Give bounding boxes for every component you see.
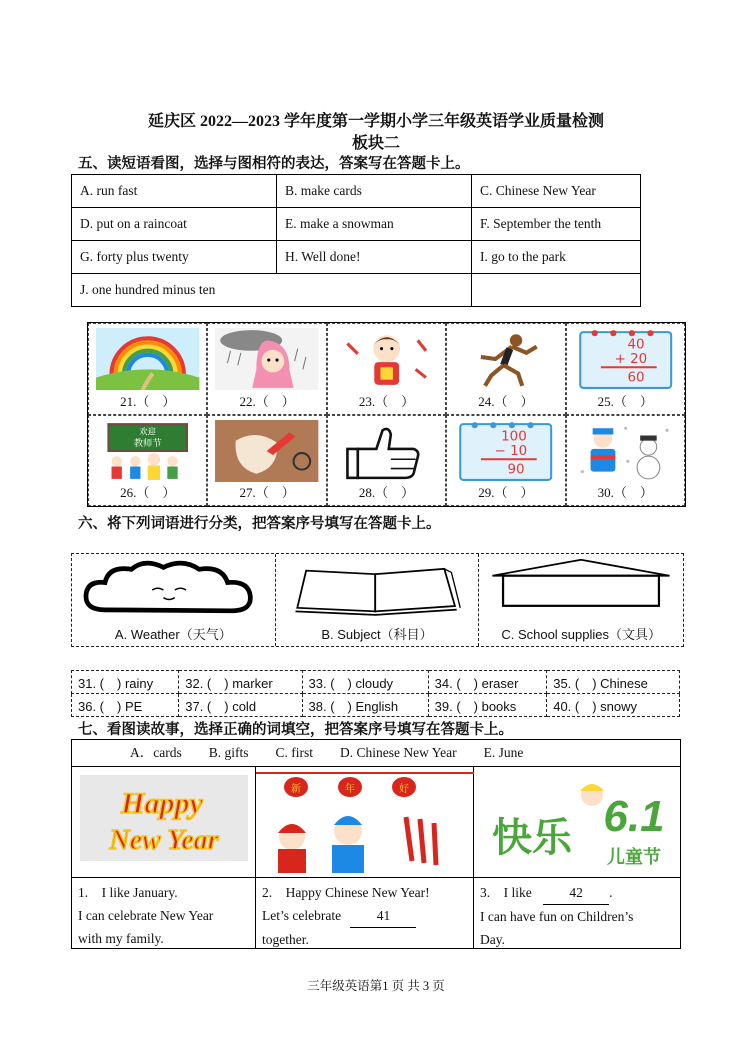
runner-icon — [453, 328, 558, 390]
story-image-1 — [72, 767, 256, 882]
story-text-1 — [72, 878, 256, 948]
snowman-icon — [573, 420, 678, 482]
calc-add-line3: 60 — [627, 370, 645, 386]
blank-42[interactable]: 42 — [543, 881, 609, 905]
option-f: F. September the tenth — [472, 208, 641, 241]
board-text-1: 欢迎 — [139, 426, 156, 436]
picture-label-29: 29.（ ） — [478, 485, 534, 500]
calc-sub-line2: − 10 — [494, 443, 528, 459]
making-cards-icon — [214, 420, 319, 482]
story2-pre: Let’s celebrate — [262, 908, 342, 923]
six-one-text: 6.1 — [603, 792, 665, 841]
option-g: G. forty plus twenty — [72, 241, 277, 274]
story1-line1: 1. I like January. — [78, 885, 178, 900]
category-label-b: B. Subject（科目） — [321, 627, 433, 642]
calendar-addition-icon — [573, 328, 678, 390]
story3-post: . — [609, 885, 613, 900]
picture-cell-26 — [88, 415, 207, 507]
calc-sub-line1: 100 — [501, 429, 527, 445]
story1-line2: I can celebrate New Year — [78, 908, 214, 923]
picture-cell-30 — [566, 415, 685, 507]
board-text-2: 教师节 — [133, 438, 162, 449]
raincoat-girl-icon — [214, 328, 319, 390]
story2-line1: 2. Happy Chinese New Year! — [262, 885, 430, 900]
word-choices: A．cards B. gifts C. first D. Chinese New Year E. June — [72, 740, 680, 767]
option-d: D. put on a raincoat — [72, 208, 277, 241]
story-image-3 — [474, 767, 680, 882]
category-label-c: C. School supplies（文具） — [501, 627, 661, 642]
picture-cell-27 — [207, 415, 326, 507]
childrens-day-icon — [474, 767, 680, 877]
story2-line3: together. — [262, 932, 309, 947]
rainbow-park-icon — [95, 328, 200, 390]
picture-label-30: 30.（ ） — [597, 485, 653, 500]
option-e: E. make a snowman — [277, 208, 472, 241]
category-weather — [72, 554, 276, 646]
picture-cell-29 — [446, 415, 565, 507]
pencil-case-icon — [483, 558, 679, 620]
option-h: H. Well done! — [277, 241, 472, 274]
option-a: A. run fast — [72, 175, 277, 208]
calc-sub-line3: 90 — [507, 462, 525, 478]
word-36: 36. ( ) PE — [72, 694, 179, 717]
option-c: C. Chinese New Year — [472, 175, 641, 208]
word-35: 35. ( ) Chinese — [547, 671, 680, 694]
picture-cell-21 — [88, 323, 207, 415]
category-subject — [276, 554, 480, 646]
picture-cell-22 — [207, 323, 326, 415]
story3-line2: I can have fun on Children’s — [480, 909, 634, 924]
section7-heading: 七、看图读故事，选择正确的词填空，把答案序号填写在答题卡上。 — [78, 722, 513, 738]
word-37: 37. ( ) cold — [179, 694, 302, 717]
option-i: I. go to the park — [472, 241, 641, 274]
options-table — [71, 174, 641, 307]
option-b: B. make cards — [277, 175, 472, 208]
page-title: 延庆区 2022—2023 学年度第一学期小学三年级英语学业质量检测 — [147, 113, 604, 130]
story-table — [71, 739, 681, 949]
thumbs-up-icon — [334, 420, 439, 482]
picture-cell-24 — [446, 323, 565, 415]
kuaile-text: 快乐 — [492, 815, 572, 860]
calc-add-line2: + 20 — [614, 352, 647, 368]
chinese-new-year-icon — [256, 767, 474, 877]
picture-label-22: 22.（ ） — [239, 393, 295, 409]
picture-label-24: 24.（ ） — [478, 393, 534, 409]
option-empty — [472, 274, 641, 307]
childrens-day-text: 儿童节 — [607, 847, 661, 867]
picture-label-23: 23.（ ） — [358, 393, 415, 409]
story-text-3 — [474, 878, 680, 948]
page-footer: 三年级英语第1 页 共 3 页 — [307, 979, 445, 993]
word-33: 33. ( ) cloudy — [302, 671, 428, 694]
story-text-2 — [256, 878, 474, 948]
story-image-2 — [256, 767, 474, 882]
picture-label-28: 28.（ ） — [358, 485, 415, 500]
story1-line3: with my family. — [78, 931, 164, 946]
word-table — [71, 670, 680, 717]
story3-pre: 3. I like — [480, 885, 532, 900]
word-38: 38. ( ) English — [302, 694, 428, 717]
new-year-girl-icon — [334, 328, 439, 390]
story3-line3: Day. — [480, 932, 505, 947]
book-icon — [282, 560, 472, 622]
blank-41[interactable]: 41 — [350, 904, 416, 928]
category-supplies — [479, 554, 683, 646]
word-32: 32. ( ) marker — [179, 671, 302, 694]
happy-text: Happy — [121, 787, 203, 820]
word-34: 34. ( ) eraser — [428, 671, 547, 694]
picture-cell-23 — [327, 323, 446, 415]
category-label-a: A. Weather（天气） — [114, 627, 232, 642]
happy-new-year-icon — [72, 767, 256, 877]
picture-cell-28 — [327, 415, 446, 507]
lantern-3: 好 — [399, 784, 409, 795]
newyear-text: New Year — [109, 825, 219, 856]
teachers-day-icon — [95, 420, 200, 482]
section6-heading: 六、将下列词语进行分类，把答案序号填写在答题卡上。 — [78, 516, 441, 532]
word-31: 31. ( ) rainy — [72, 671, 179, 694]
lantern-2: 年 — [345, 784, 355, 795]
option-j: J. one hundred minus ten — [72, 274, 472, 307]
picture-label-25: 25.（ ） — [597, 393, 653, 409]
calc-add-line1: 40 — [627, 337, 645, 353]
picture-cell-25 — [566, 323, 685, 415]
lantern-1: 新 — [291, 784, 301, 795]
cloud-icon — [76, 558, 266, 624]
category-box — [71, 553, 684, 647]
picture-label-27: 27.（ ） — [239, 485, 295, 500]
calendar-subtraction-icon — [453, 420, 558, 482]
section5-heading: 五、读短语看图，选择与图相符的表达，答案写在答题卡上。 — [78, 156, 470, 172]
word-40: 40. ( ) snowy — [547, 694, 680, 717]
picture-grid — [87, 322, 686, 507]
page-subtitle: 板块二 — [351, 135, 400, 152]
word-39: 39. ( ) books — [428, 694, 547, 717]
picture-label-26: 26.（ ） — [120, 485, 176, 500]
picture-label-21: 21.（ ） — [120, 393, 176, 409]
